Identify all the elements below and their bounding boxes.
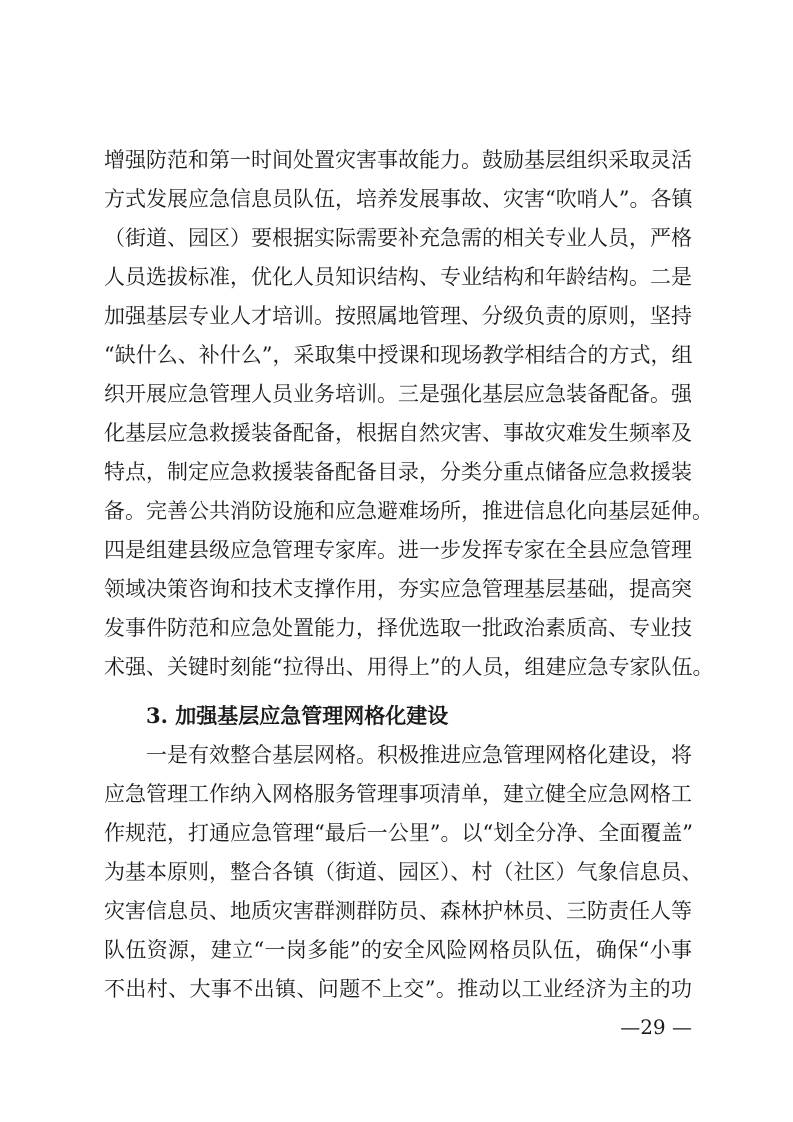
section-heading: 3. 加强基层应急管理网格化建设 <box>146 703 449 728</box>
body-line: 为基本原则，整合各镇（街道、园区）、村（社区）气象信息员、 <box>104 860 703 884</box>
body-line: 发事件防范和应急处置能力，择优选取一批政治素质高、专业技 <box>104 616 692 640</box>
body-line: 队伍资源，建立“一岗多能”的安全风险网格员队伍，确保“小事 <box>104 938 692 962</box>
body-line: 加强基层专业人才培训。按照属地管理、分级负责的原则，坚持 <box>104 304 692 328</box>
body-line: 备。完善公共消防设施和应急避难场所，推进信息化向基层延伸。 <box>104 499 713 523</box>
body-line: 化基层应急救援装备配备，根据自然灾害、事故灾难发生频率及 <box>104 421 692 445</box>
body-line: 术强、关键时刻能“拉得出、用得上”的人员，组建应急专家队伍。 <box>104 655 714 679</box>
body-line: 方式发展应急信息员队伍，培养发展事故、灾害“吹哨人”。各镇 <box>104 187 693 211</box>
page-number: —29 — <box>620 1015 692 1039</box>
body-line: 特点，制定应急救援装备配备目录，分类分重点储备应急救援装 <box>104 460 692 484</box>
body-line: 不出村、大事不出镇、问题不上交”。推动以工业经济为主的功 <box>104 977 692 1001</box>
body-line: 增强防范和第一时间处置灾害事故能力。鼓励基层组织采取灵活 <box>104 148 692 172</box>
body-line: 人员选拔标准，优化人员知识结构、专业结构和年龄结构。二是 <box>104 265 692 289</box>
body-line: 织开展应急管理人员业务培训。三是强化基层应急装备配备。强 <box>104 382 692 406</box>
body-line: 领域决策咨询和技术支撑作用，夯实应急管理基层基础，提高突 <box>104 577 692 601</box>
body-line: 作规范，打通应急管理“最后一公里”。以“划全分净、全面覆盖” <box>104 821 693 845</box>
body-line: 应急管理工作纳入网格服务管理事项清单，建立健全应急网格工 <box>104 782 692 806</box>
body-line: 灾害信息员、地质灾害群测群防员、森林护林员、三防责任人等 <box>104 899 692 923</box>
body-line: “缺什么、补什么”，采取集中授课和现场教学相结合的方式，组 <box>104 343 693 367</box>
body-line: 一是有效整合基层网格。积极推进应急管理网格化建设，将 <box>146 743 692 767</box>
body-line: （街道、园区）要根据实际需要补充急需的相关专业人员，严格 <box>104 226 692 250</box>
body-line: 四是组建县级应急管理专家库。进一步发挥专家在全县应急管理 <box>104 538 692 562</box>
